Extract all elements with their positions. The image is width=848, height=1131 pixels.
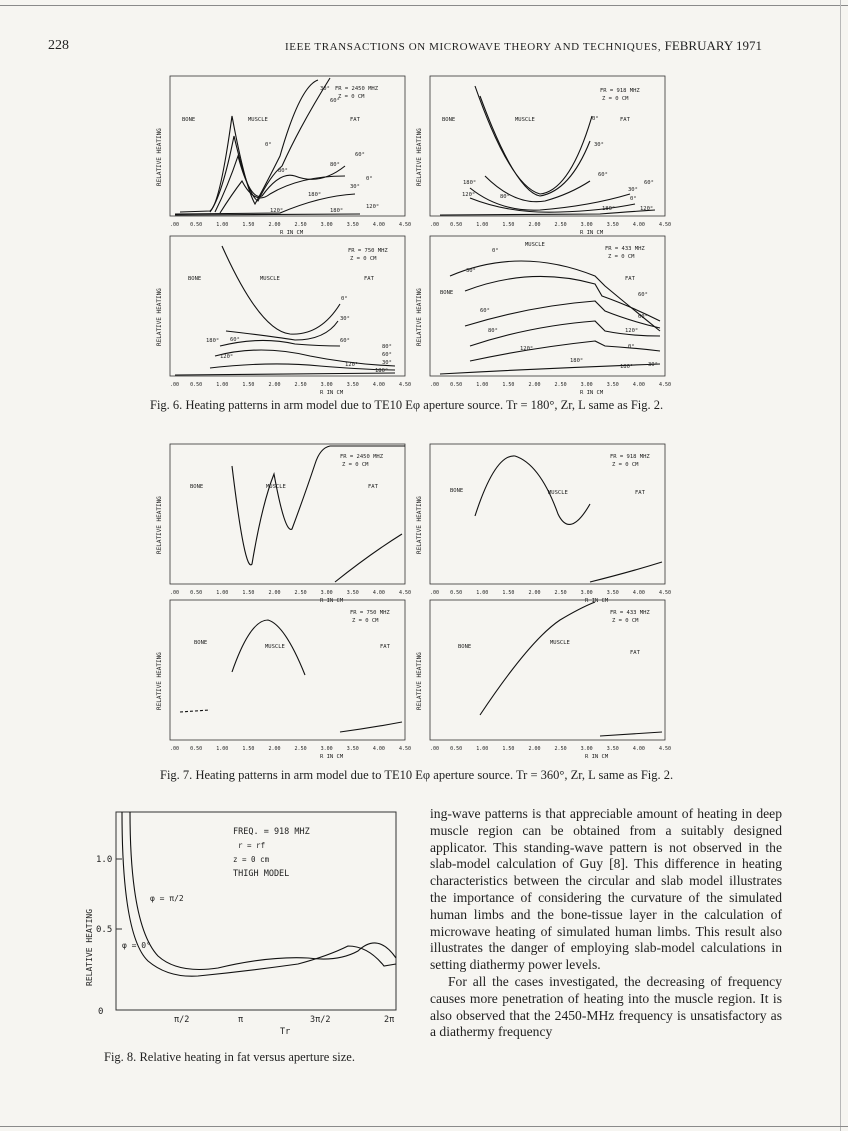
fig7-panel-2450 [156,444,411,604]
region-label-fat: FAT [368,484,378,490]
curve-120deg [210,364,395,370]
angle-label: 120° [366,204,380,210]
x-tick-pi: π [238,1015,244,1025]
figure-6 [150,68,690,398]
figure-7 [150,432,690,762]
fig7-panel-750 [156,600,411,760]
x-tick-labels [170,382,411,388]
frequency-label: FR = 918 MHZ [610,454,650,460]
x-tick-label: 3.50 [346,590,359,596]
x-tick-label: 4.00 [372,382,385,388]
frequency-label: FR = 2450 MHZ [335,86,379,92]
x-tick-label: 4.50 [659,222,672,228]
x-tick-label: 3.50 [606,590,619,596]
x-tick-label: 2.00 [528,746,541,752]
fig6-caption [150,398,710,413]
angle-label: 180° [463,180,477,186]
x-tick-label: 4.50 [399,222,412,228]
angle-label: 30° [382,360,392,366]
figure-8 [78,806,418,1042]
x-tick-label: 2.50 [554,746,567,752]
x-tick-label: 4.50 [659,746,672,752]
x-tick-label: 4.50 [659,590,672,596]
z-label: Z = 0 CM [602,96,629,102]
y-tick-05: 0.5 [96,925,113,935]
x-tick-label: .00 [170,590,180,596]
frequency-label: FR = 918 MHZ [600,88,640,94]
caption-label: Fig. 7. [160,768,193,782]
angle-label: 0° [492,248,499,254]
series-label-zero: φ = 0° [122,941,151,950]
x-tick-3pi-half: 3π/2 [310,1015,331,1025]
region-label-bone: BONE [190,484,204,490]
x-tick-label: 2.00 [528,590,541,596]
x-tick-label: 1.00 [476,746,489,752]
angle-label: 180° [375,368,389,374]
y-axis-label: RELATIVE HEATING [416,496,423,554]
x-tick-label: 0.50 [190,382,203,388]
x-tick-label: 3.00 [580,746,593,752]
x-tick-label: 4.50 [659,382,672,388]
angle-label: 60° [382,352,392,358]
caption-label: Fig. 8. [104,1050,137,1064]
region-label-fat: FAT [380,644,390,650]
y-tick-0: 0 [98,1007,104,1017]
x-tick-label: 1.50 [502,746,515,752]
fig7-panel-433 [416,600,671,760]
angle-label: 120° [462,192,476,198]
angle-label: 0° [628,344,635,350]
x-axis-label: R IN CM [580,390,604,396]
region-label-bone: BONE [194,640,208,646]
x-tick-label: .00 [170,382,180,388]
panel-frame [170,76,405,216]
curve-80deg [215,350,395,366]
region-label-bone: BONE [458,644,472,650]
angle-label: 60° [644,180,654,186]
x-tick-label: 3.00 [320,222,333,228]
angle-label: 80° [278,168,288,174]
curve-bone [180,710,210,712]
x-tick-label: .00 [430,590,440,596]
caption-text: Heating patterns in arm model due to TE10 Eφ aperture source. Tr = 360°, Zr, L same as Fig. 2. [195,768,674,782]
page-number: 228 [48,38,69,53]
angle-label: 30° [340,316,350,322]
curve-main [232,446,405,565]
region-label-fat: FAT [350,117,360,123]
x-tick-label: 4.00 [632,590,645,596]
angle-label: 120° [270,208,284,214]
y-axis-label: RELATIVE HEATING [85,908,94,986]
curve-main [480,602,595,715]
region-label-fat: FAT [630,650,640,656]
top-edge-rule [0,5,848,6]
x-tick-label: .00 [430,222,440,228]
caption-text: Heating patterns in arm model due to TE10 Eφ aperture source. Tr = 180°, Zr, L same as Fig. 2. [185,398,664,412]
curve-30deg [465,276,660,321]
region-label-fat: FAT [625,276,635,282]
z-label: Z = 0 CM [352,618,379,624]
x-axis-label: R IN CM [320,598,344,604]
angle-label: 30° [594,142,604,148]
y-axis-label: RELATIVE HEATING [416,128,423,186]
x-axis-label: R IN CM [320,754,344,760]
x-tick-label: 3.00 [320,590,333,596]
x-tick-label: 2.50 [554,382,567,388]
x-tick-label: 3.00 [580,382,593,388]
x-tick-label: 1.50 [502,382,515,388]
angle-label: 30° [628,187,638,193]
x-tick-label: 0.50 [190,746,203,752]
x-tick-labels [170,222,411,228]
x-tick-label: 4.00 [372,590,385,596]
paragraph-1: ing-wave patterns is that appreciable amount of heating in deep muscle region can be obtained from a suitably designed applicator. This standing-wave pattern is not observed in the slab-model calculation of Guy [8]. This difference in heating characteristics between the circular and slab model illustrates the importance of considering the curvature of the simulated human limbs and the bone-tissue layer in the calculation of microwave heating of simulated human limbs. This result also illustrates the danger of employing slab-model calculations in setting diathermy power levels. [430,806,782,973]
x-tick-label: 2.50 [294,222,307,228]
curve-180deg [175,373,395,375]
x-tick-label: .00 [430,746,440,752]
angle-label: 180° [308,192,322,198]
x-tick-pi-half: π/2 [174,1015,190,1025]
curve-fat [600,732,662,736]
x-tick-label: 3.50 [606,222,619,228]
y-axis-label: RELATIVE HEATING [156,288,163,346]
curve-0deg [450,261,660,331]
body-text [430,806,782,1041]
bottom-edge-rule [0,1126,848,1127]
x-tick-label: 2.50 [294,382,307,388]
angle-label: 30° [466,268,476,274]
curve-fat [335,534,402,582]
x-tick-label: 2.00 [268,382,281,388]
issue-date: FEBRUARY 1971 [664,38,762,53]
y-axis-label: RELATIVE HEATING [156,128,163,186]
curve-fat [590,562,662,582]
curve-0deg [215,156,345,212]
legend-model: THIGH MODEL [233,869,290,879]
z-label: Z = 0 CM [338,94,365,100]
region-label-fat: FAT [364,276,374,282]
panel-frame [170,444,405,584]
right-edge-rule [840,0,841,1131]
x-tick-label: 1.50 [502,222,515,228]
angle-label: 30° [350,184,360,190]
x-tick-label: 3.50 [346,382,359,388]
z-label: Z = 0 CM [350,256,377,262]
x-tick-label: 2.50 [294,746,307,752]
x-tick-label: 0.50 [190,222,203,228]
x-tick-labels [430,746,671,752]
x-axis-label: R IN CM [320,390,344,396]
x-tick-label: 3.50 [346,222,359,228]
angle-label: 60° [598,172,608,178]
fig6-panel-750 [156,236,411,396]
region-label-fat: FAT [620,117,630,123]
z-label: Z = 0 CM [612,462,639,468]
angle-label: 120° [625,328,639,334]
angle-label: 60° [230,337,240,343]
x-tick-label: 2.50 [554,590,567,596]
x-tick-label: 4.50 [399,746,412,752]
x-tick-label: 1.50 [242,746,255,752]
curve-fat [340,722,402,732]
x-tick-label: 4.00 [632,382,645,388]
x-tick-labels [170,590,411,596]
region-label-muscle: MUSCLE [266,484,286,490]
fig7-caption [160,768,720,783]
paragraph-2: For all the cases investigated, the decreasing of frequency causes more penetration of heating into the muscle region. It is also observed that the 2450-MHz frequency is unsatisfactory as a diathermy frequency [430,973,782,1040]
angle-label: 120° [220,354,234,360]
z-label: Z = 0 CM [342,462,369,468]
angle-label: 60° [330,98,340,104]
x-tick-label: 0.50 [450,222,463,228]
region-label-muscle: MUSCLE [515,117,535,123]
x-tick-label: 2.00 [528,222,541,228]
x-tick-label: 3.50 [346,746,359,752]
x-tick-labels [430,382,671,388]
region-label-muscle: MUSCLE [548,490,568,496]
angle-label: 180° [620,364,634,370]
region-label-muscle: MUSCLE [265,644,285,650]
y-axis-label: RELATIVE HEATING [156,652,163,710]
x-axis-label: R IN CM [280,230,304,236]
x-tick-label: 4.00 [632,746,645,752]
x-tick-label: 0.50 [450,590,463,596]
x-tick-label: 3.00 [320,746,333,752]
region-label-fat: FAT [635,490,645,496]
region-label-bone: BONE [450,488,464,494]
curve-0deg [222,246,340,334]
x-tick-label: 2.50 [554,222,567,228]
x-tick-label: 2.00 [528,382,541,388]
region-label-bone: BONE [188,276,202,282]
legend-freq: FREQ. = 918 MHZ [233,827,310,837]
angle-label: 80° [382,344,392,350]
angle-label: 120° [640,206,654,212]
x-tick-label: 2.00 [268,222,281,228]
y-axis-label: RELATIVE HEATING [156,496,163,554]
x-axis-label: R IN CM [585,754,609,760]
x-tick-label: 4.00 [372,222,385,228]
x-tick-label: .00 [170,746,180,752]
angle-label: 0° [341,296,348,302]
x-tick-label: 1.50 [242,382,255,388]
angle-label: 0° [265,142,272,148]
angle-label: 30° [320,86,330,92]
x-tick-label: .00 [430,382,440,388]
x-tick-label: 3.50 [606,746,619,752]
x-tick-labels [430,590,671,596]
x-tick-labels [170,746,411,752]
running-head [285,38,762,54]
angle-label: 0° [366,176,373,182]
x-tick-label: 4.00 [372,746,385,752]
x-tick-label: 4.50 [399,590,412,596]
x-tick-label: 2.50 [294,590,307,596]
angle-label: 0° [630,196,637,202]
angle-label: 60° [638,314,648,320]
fig6-panel-433 [416,236,671,396]
journal-title: IEEE TRANSACTIONS ON MICROWAVE THEORY AND TECHNIQUES, [285,41,662,53]
frequency-label: FR = 433 MHZ [610,610,650,616]
angle-label: 180° [570,358,584,364]
angle-label: 120° [345,362,359,368]
x-tick-label: 1.00 [216,746,229,752]
angle-label: 30° [648,362,658,368]
z-label: Z = 0 CM [612,618,639,624]
curve-0deg [475,86,592,194]
caption-text: Relative heating in fat versus aperture size. [139,1050,355,1064]
x-tick-label: 3.00 [320,382,333,388]
fig6-panel-918 [416,76,671,236]
curve-main [475,456,590,524]
angle-label: 120° [520,346,534,352]
x-axis-label: R IN CM [580,230,604,236]
x-tick-label: 1.00 [476,222,489,228]
fig6-panel-2450 [156,76,411,236]
angle-label: 180° [206,338,220,344]
angle-label: 60° [480,308,490,314]
angle-label: 80° [488,328,498,334]
frequency-label: FR = 2450 MHZ [340,454,384,460]
region-label-muscle: MUSCLE [248,117,268,123]
x-tick-label: 2.00 [268,746,281,752]
angle-label: 80° [500,194,510,200]
x-tick-label: 4.00 [632,222,645,228]
angle-label: 60° [340,338,350,344]
frequency-label: FR = 750 MHZ [348,248,388,254]
x-tick-label: 1.50 [242,590,255,596]
angle-label: 60° [355,152,365,158]
x-tick-label: 0.50 [450,746,463,752]
region-label-muscle: MUSCLE [525,242,545,248]
caption-label: Fig. 6. [150,398,183,412]
x-axis-label: Tr [280,1027,291,1037]
angle-label: 180° [602,206,616,212]
x-tick-label: 2.00 [268,590,281,596]
fig7-panel-918 [416,444,671,604]
z-label: Z = 0 CM [608,254,635,260]
x-tick-label: 3.00 [580,222,593,228]
x-tick-labels [430,222,671,228]
legend-z: z = 0 cm [233,855,270,864]
frequency-label: FR = 750 MHZ [350,610,390,616]
x-tick-label: .00 [170,222,180,228]
region-label-bone: BONE [440,290,454,296]
y-axis-label: RELATIVE HEATING [416,288,423,346]
x-tick-label: 1.00 [216,590,229,596]
region-label-bone: BONE [182,117,196,123]
x-tick-label: 1.50 [502,590,515,596]
x-axis-label: R IN CM [585,598,609,604]
x-tick-label: 0.50 [450,382,463,388]
x-tick-label: 3.50 [606,382,619,388]
region-label-muscle: MUSCLE [550,640,570,646]
region-label-bone: BONE [442,117,456,123]
series-label-pi-half: φ = π/2 [150,894,184,903]
y-axis-label: RELATIVE HEATING [416,652,423,710]
fig8-caption [104,1050,424,1065]
angle-label: 80° [330,162,340,168]
y-tick-1: 1.0 [96,855,113,865]
x-tick-label: 1.00 [476,590,489,596]
x-tick-label: 3.00 [580,590,593,596]
x-tick-2pi: 2π [384,1015,395,1025]
x-tick-label: 4.50 [399,382,412,388]
angle-label: 60° [638,292,648,298]
frequency-label: FR = 433 MHZ [605,246,645,252]
x-tick-label: 1.00 [216,382,229,388]
x-tick-label: 1.00 [476,382,489,388]
curve-30deg [226,321,338,340]
angle-label: 0° [592,116,599,122]
angle-label: 180° [330,208,344,214]
x-tick-label: 1.50 [242,222,255,228]
legend-r: r = rf [238,841,266,850]
x-tick-label: 1.00 [216,222,229,228]
x-tick-label: 0.50 [190,590,203,596]
curve-30deg [480,96,590,196]
region-label-muscle: MUSCLE [260,276,280,282]
